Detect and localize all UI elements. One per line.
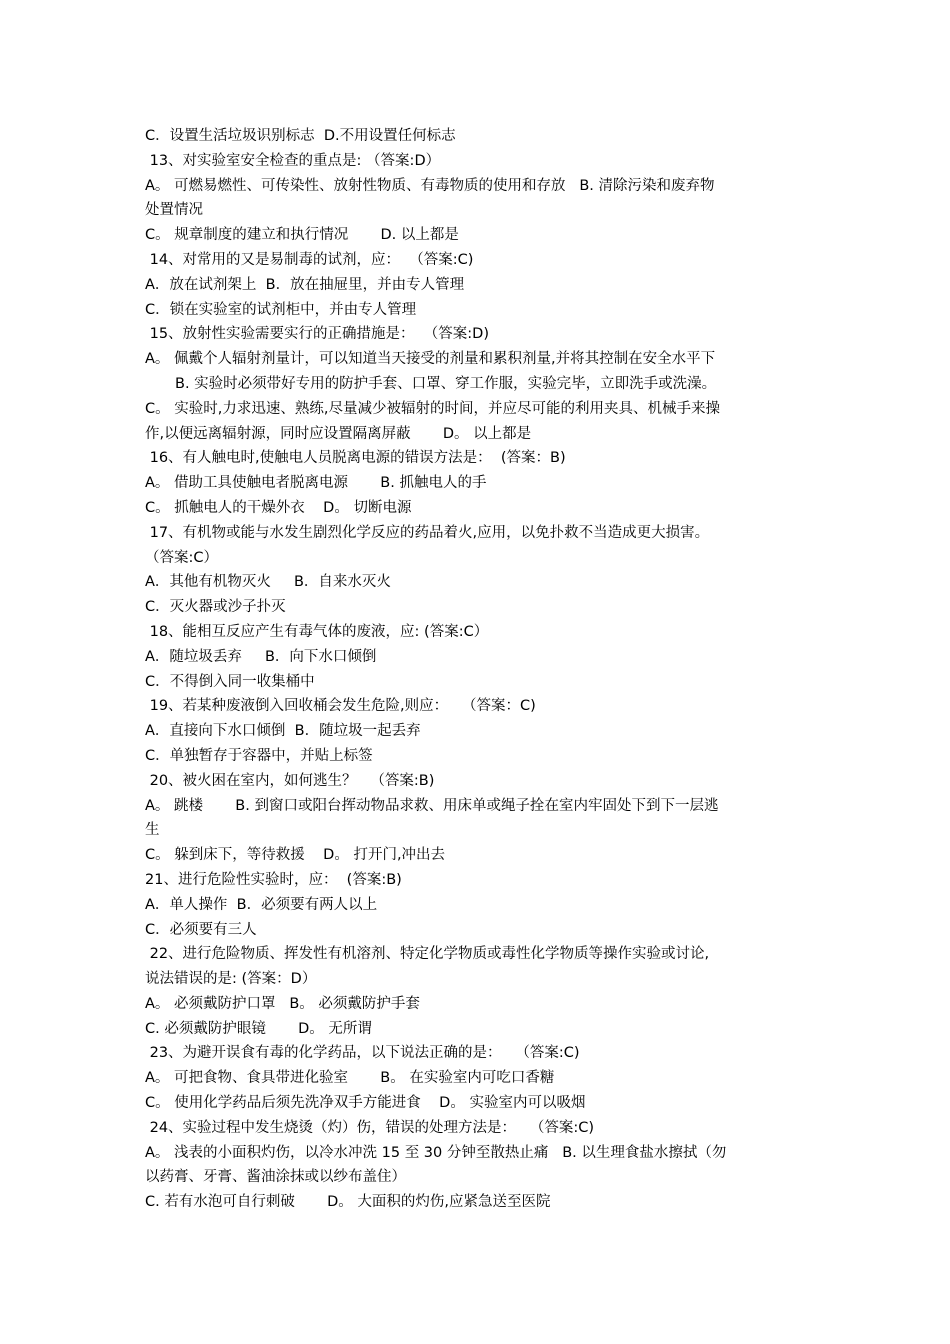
question-line: 23、为避开误食有毒的化学药品，以下说法正确的是： （答案:C) [145,1045,580,1062]
answer-option-line: C．必须要有三人 [145,921,257,938]
answer-option-line: C．锁在实验室的试剂柜中，并由专人管理 [145,301,417,318]
answer-option-line: 处置情况 [145,202,203,219]
answer-option-line: A。 必须戴防护口罩 B。 必须戴防护手套 [145,995,420,1012]
answer-option-line: A．单人操作 B．必须要有两人以上 [145,896,378,913]
answer-option-line: A．其他有机物灭火 B．自来水灭火 [145,574,391,591]
answer-option-line: C。 使用化学药品后须先洗净双手方能进食 D。 实验室内可以吸烟 [145,1095,586,1112]
question-line: 17、有机物或能与水发生剧烈化学反应的药品着火,应用，以免扑救不当造成更大损害。 [145,524,710,541]
answer-option-line: A。 可燃易燃性、可传染性、放射性物质、有毒物质的使用和存放 B. 清除污染和废弃物 [145,177,715,194]
answer-option-line: B. 实验时必须带好专用的防护手套、口罩、穿工作服，实验完毕，立即洗手或洗澡。 [175,375,717,392]
answer-option-line: 说法错误的是: (答案：D） [145,971,317,988]
question-line: 20、被火困在室内，如何逃生？ （答案:B) [145,772,435,789]
answer-option-line: C。 规章制度的建立和执行情况 D. 以上都是 [145,227,459,244]
answer-option-line: 以药膏、牙膏、酱油涂抹或以纱布盖住） [145,1169,406,1186]
answer-option-line: 作,以便远离辐射源，同时应设置隔离屏蔽 D。 以上都是 [145,425,532,442]
answer-option-line: C。 抓触电人的干燥外衣 D。 切断电源 [145,499,412,516]
answer-option-line: A．随垃圾丢弃 B．向下水口倾倒 [145,648,377,665]
answer-option-line: A。 佩戴个人辐射剂量计，可以知道当天接受的剂量和累积剂量,并将其控制在安全水平下 [145,351,716,368]
question-line: 24、实验过程中发生烧烫（灼）伤，错误的处理方法是： （答案:C) [145,1119,595,1136]
answer-option-line: C．不得倒入同一收集桶中 [145,673,315,690]
answer-option-line: A。 浅表的小面积灼伤，以冷水冲洗 15 至 30 分钟至散热止痛 B. 以生理食盐水擦拭（勿 [145,1144,727,1161]
answer-option-line: 生 [145,822,160,839]
question-line: 18、能相互反应产生有毒气体的废液，应: (答案:C） [145,623,489,640]
answer-option-line: C. 若有水泡可自行刺破 D。 大面积的灼伤,应紧急送至医院 [145,1194,551,1211]
answer-option-line: A．放在试剂架上 B．放在抽屉里，并由专人管理 [145,276,465,293]
answer-option-line: C。 躲到床下，等待救援 D。 打开门,冲出去 [145,847,446,864]
answer-option-line: A。 跳楼 B. 到窗口或阳台挥动物品求救、用床单或绳子拴在室内牢固处下到下一层逃 [145,797,719,814]
answer-option-line: C。 实验时,力求迅速、熟练,尽量减少被辐射的时间，并应尽可能的利用夹具、机械手来操 [145,400,720,417]
question-line: 19、若某种废液倒入回收桶会发生危险,则应： （答案：C) [145,698,536,715]
question-line: 22、进行危险物质、挥发性有机溶剂、特定化学物质或毒性化学物质等操作实验或讨论, [145,946,710,963]
question-line: 15、放射性实验需要实行的正确措施是： （答案:D) [145,326,489,343]
answer-option-line: （答案:C） [145,549,219,566]
answer-option-line: C．单独暂存于容器中，并贴上标签 [145,747,373,764]
question-line: 14、对常用的又是易制毒的试剂，应： （答案:C) [145,251,474,268]
answer-option-line: A。 借助工具使触电者脱离电源 B. 抓触电人的手 [145,475,487,492]
document-page [145,124,809,1215]
answer-option-line: C．灭火器或沙子扑灭 [145,599,286,616]
answer-option-line: C. 必须戴防护眼镜 D。 无所谓 [145,1020,372,1037]
answer-option-line: 21、进行危险性实验时，应： (答案:B) [145,871,402,888]
answer-option-line: A。 可把食物、食具带进化验室 B。 在实验室内可吃口香糖 [145,1070,555,1087]
question-line: 13、对实验室安全检查的重点是: （答案:D） [145,152,441,169]
question-line: 16、有人触电时,使触电人员脱离电源的错误方法是： (答案：B) [145,450,566,467]
answer-option-line: A．直接向下水口倾倒 B．随垃圾一起丢弃 [145,723,421,740]
answer-option-line: C．设置生活垃圾识别标志 D.不用设置任何标志 [145,128,456,144]
